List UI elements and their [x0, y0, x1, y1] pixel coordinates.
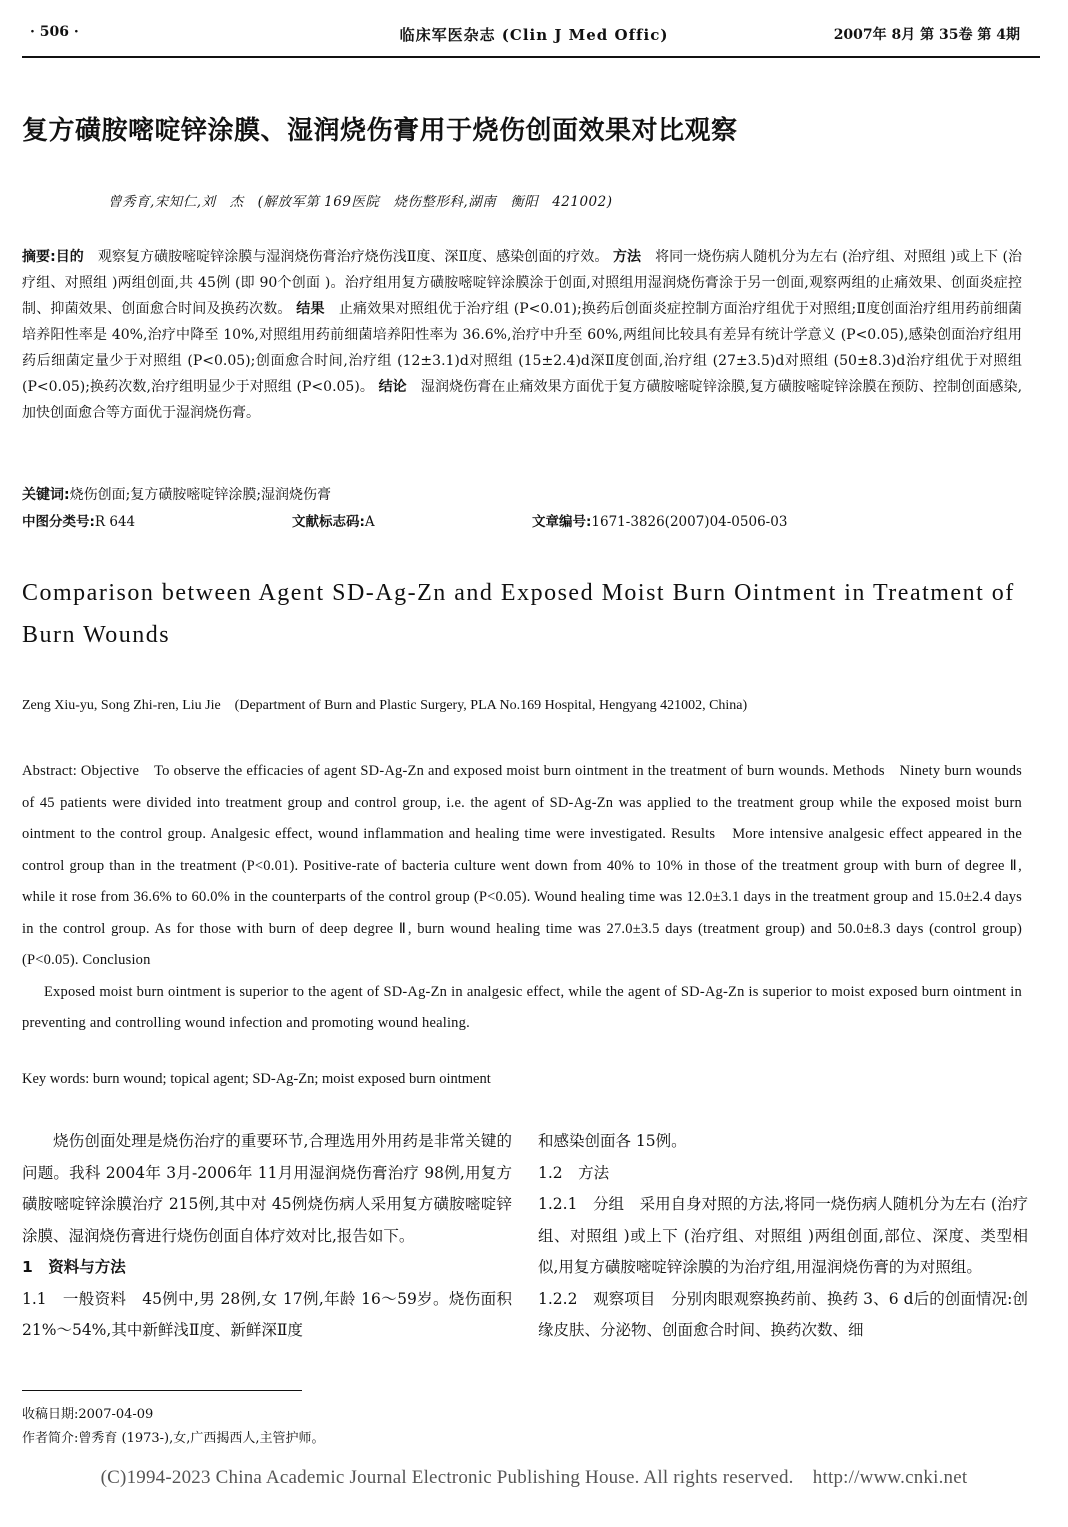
authors-zh: 曾秀育,宋知仁,刘 杰 (解放军第 169医院 烧伤整形科,湖南 衡阳 421002) — [108, 194, 613, 210]
clc-number: 中图分类号:R 644 — [22, 514, 136, 530]
conclusion-text: 湿润烧伤膏在止痛效果方面优于复方磺胺嘧啶锌涂膜,复方磺胺嘧啶锌涂膜在预防、控制创面感染,加快创面愈合等方面优于湿润烧伤膏。 — [22, 379, 1023, 421]
page-number: · 506 · — [30, 24, 79, 40]
section-1-heading: 1 资料与方法 — [22, 1258, 126, 1276]
received-date: 收稿日期:2007-04-09 — [22, 1407, 154, 1422]
issue-info: 2007年 8月 第 35卷 第 4期 — [833, 27, 1020, 43]
abstract-en — [22, 756, 1022, 1040]
results-label: 结果 — [296, 301, 325, 317]
section-1-1: 1.1 一般资料 45例中,男 28例,女 17例,年龄 16～59岁。烧伤面积 21%～54%,其中新鲜浅Ⅱ度、新鲜深Ⅱ度 — [22, 1289, 512, 1339]
results-text: 止痛效果对照组优于治疗组 (P<0.01);换药后创面炎症控制方面治疗组优于对照组;Ⅱ度创面治疗组用药前细菌培养阳性率是 40%,治疗中降至 10%,对照组用药前细菌培养阳性率为 36.6%,治疗中升至 60%,两组间比较具有差异有统计学意义 (P<0.05),感染创面治疗组用药后细菌定量少于对照组 (P<0.05);创面愈合时间,治疗组 (12±3.1)d对照组 (15±2.4)d深Ⅱ度创面,治疗组 (27±3.5)d对照组 (50±8.3)d治疗组优于对照组 (P<0.05);换药次数,治疗组明显少于对照组 (P<0.05)。 — [22, 301, 1023, 395]
section-1-2-2: 1.2.2 观察项目 分别肉眼观察换药前、换药 3、6 d后的创面情况:创缘皮肤、分泌物、创面愈合时间、换药次数、细 — [538, 1289, 1028, 1339]
abstract-en-part2: Exposed moist burn ointment is superior to the agent of SD-Ag-Zn in analgesic effect, while the agent of SD-Ag-Zn is superior to moist exposed burn ointment in preventing and controlling wound infection and promoting wound healing. — [22, 983, 1022, 1031]
authors-en: Zeng Xiu-yu, Song Zhi-ren, Liu Jie (Department of Burn and Plastic Surgery, PLA No.169 Hospital, Hengyang 421002, China) — [22, 698, 748, 713]
section-1-2-1: 1.2.1 分组 采用自身对照的方法,将同一烧伤病人随机分为左右 (治疗组、对照组 )或上下 (治疗组、对照组 )两组创面,部位、深度、类型相似,用复方磺胺嘧啶锌涂膜的为治疗组,用湿润烧伤膏的为对照组。 — [538, 1195, 1028, 1276]
author-intro: 作者简介:曾秀育 (1973-),女,广西揭西人,主管护师。 — [22, 1431, 325, 1446]
conclusion-label: 结论 — [378, 379, 407, 395]
abstract-en-part1: Abstract: Objective To observe the efficacies of agent SD-Ag-Zn and exposed moist burn ointment in the treatment of burn wounds. Methods Ninety burn wounds of 45 patients were divided into treatment group and control group, i.e. the agent of SD-Ag-Zn was applied to the treatment group while the exposed moist burn ointment to the control group. Analgesic effect, wound inflammation and healing time were investigated. Results More intensive analgesic effect appeared in the control group than in the treatment (P<0.01). Positive-rate of bacteria culture went down from 40% to 10% in those of the treatment group with burn of degree Ⅱ, while it rose from 36.6% to 60.0% in the counterparts of the control group (P<0.05). Wound healing time was 12.0±3.1 days in the treatment group and 15.0±2.4 days in the control group. As for those with burn of deep degree Ⅱ, burn wound healing time was 27.0±3.5 days (treatment group) and 50.0±8.3 days (control group) (P<0.05). Conclusion — [22, 763, 1022, 968]
keywords-zh-text: 烧伤创面;复方磺胺嘧啶锌涂膜;湿润烧伤膏 — [69, 487, 332, 503]
keywords-zh-label: 关键词: — [22, 487, 70, 503]
objective-text: 观察复方磺胺嘧啶锌涂膜与湿润烧伤膏治疗烧伤浅Ⅱ度、深Ⅱ度、感染创面的疗效。 — [97, 249, 609, 265]
abstract-zh — [22, 244, 1022, 426]
keywords-en: Key words: burn wound; topical agent; SD-Ag-Zn; moist exposed burn ointment — [22, 1071, 491, 1087]
document-code: 文献标志码:A — [292, 514, 375, 530]
section-1-1-cont: 和感染创面各 15例。 — [538, 1132, 687, 1150]
title-en: Comparison between Agent SD-Ag-Zn and Exposed Moist Burn Ointment in Treatment of Burn Wounds — [22, 580, 1015, 648]
keywords-zh — [22, 482, 1022, 508]
abstract-label: 摘要: — [22, 249, 56, 265]
methods-label: 方法 — [612, 249, 642, 265]
objective-label: 目的 — [55, 249, 84, 265]
intro-paragraph: 烧伤创面处理是烧伤治疗的重要环节,合理选用外用药是非常关键的问题。我科 2004年 3月-2006年 11月用湿润烧伤膏治疗 98例,用复方磺胺嘧啶锌涂膜治疗 215例,其中对 45例烧伤病人采用复方磺胺嘧啶锌涂膜、湿润烧伤膏进行烧伤创面自体疗效对比,报告如下。 — [22, 1132, 512, 1245]
article-number: 文章编号:1671-3826(2007)04-0506-03 — [532, 514, 788, 530]
title-zh: 复方磺胺嘧啶锌涂膜、湿润烧伤膏用于烧伤创面效果对比观察 — [22, 116, 738, 146]
journal-name: 临床军医杂志 (Clin J Med Offic) — [399, 26, 669, 44]
footnote-rule — [22, 1390, 302, 1391]
methods-text: 将同一烧伤病人随机分为左右 (治疗组、对照组 )或上下 (治疗组、对照组 )两组创面,共 45例 (即 90个创面 )。治疗组用复方磺胺嘧啶锌涂膜涂于创面,对照组用湿润烧伤膏涂于另一创面,观察两组的止痛效果、创面炎症控制、抑菌效果、创面愈合时间及换药次数。 — [22, 249, 1023, 317]
copyright-notice: (C)1994-2023 China Academic Journal Electronic Publishing House. All rights reserved. http://www.cnki.net — [100, 1467, 968, 1488]
body-left-column — [22, 1126, 512, 1347]
body-right-column — [538, 1126, 1028, 1347]
section-1-2-heading: 1.2 方法 — [538, 1163, 610, 1182]
header-rule — [22, 56, 1040, 58]
